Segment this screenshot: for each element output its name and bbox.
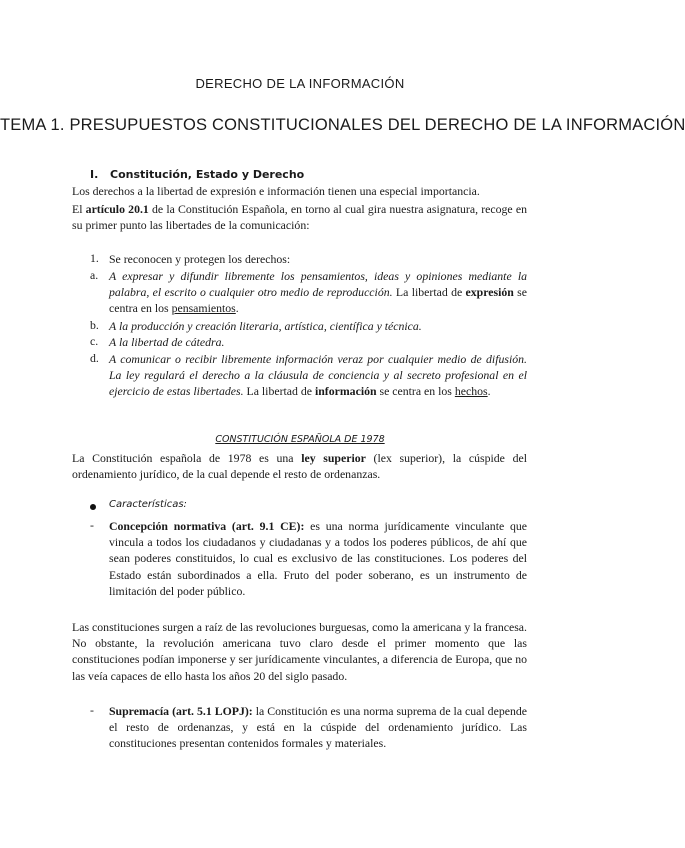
dash-marker: - bbox=[90, 703, 94, 717]
supremacia-bold: Supremacía (art. 5.1 LOPJ): bbox=[109, 704, 253, 718]
item-a-underline: pensamientos bbox=[171, 301, 236, 316]
list-item-a bbox=[109, 268, 527, 317]
list-marker-a: a. bbox=[90, 268, 99, 282]
ce-heading: CONSTITUCIÓN ESPAÑOLA DE 1978 bbox=[215, 434, 385, 445]
section-number: I. bbox=[90, 168, 99, 181]
revolutions-paragraph: Las constituciones surgen a raíz de las revoluciones burguesas, como la americana y la francesa. No obstante, la revolución americana tuvo claro desde el primer momento que las constituciones podían imponerse y ser jurídicamente vinculantes, a diferencia de Europa, que no las veía capaces de ello hasta los años 20 del siglo pasado. bbox=[72, 620, 527, 683]
supremacia-text: la Constitución es una norma suprema de la cual depende el resto de ordenanzas, y está en la cúspide del ordenamiento jurídico. Las constituciones presentan contenidos formales y materiales. bbox=[109, 704, 527, 751]
document-title: DERECHO DE LA INFORMACIÓN bbox=[195, 76, 405, 91]
ce-bold: ley superior bbox=[301, 451, 366, 465]
list-marker-d: d. bbox=[90, 351, 99, 365]
item-b-italic: A la producción y creación literaria, artística, científica y técnica. bbox=[109, 319, 422, 333]
characteristic-normativa bbox=[109, 518, 527, 599]
article-pre: El bbox=[72, 202, 86, 216]
list-item-text: Se reconocen y protegen los derechos: bbox=[109, 252, 291, 266]
article-post: de la Constitución Española, en torno al cual gira nuestra asignatura, recoge en su primer punto las libertades de la comunicación: bbox=[72, 202, 527, 233]
list-item-number: 1. bbox=[90, 251, 99, 265]
item-d-plain: La libertad de bbox=[243, 384, 315, 399]
normativa-text: es una norma jurídicamente vinculante que vincula a todos los ciudadanos y ciudadanas y a todos los poderes públicos, de ahí que sean poderes constituidos, lo cual es exclusivo de las constituciones. Los poderes del Estado están subordinados a ella. Fruto del poder soberano, es un instrumento de limitación del poder público. bbox=[109, 519, 528, 598]
characteristics-label: Características: bbox=[109, 499, 187, 510]
item-a-italic: A expresar y difundir libremente los pensamientos, ideas y opiniones mediante la palabra, el escrito o cualquier otro medio de reproducción. bbox=[109, 269, 527, 300]
item-d-italic: A comunicar o recibir libremente información veraz por cualquier medio de difusión. La ley regulará el derecho a la cláusula de conciencia y al secreto profesional en el ejercicio de estas libertades. bbox=[109, 352, 527, 399]
item-d-end: . bbox=[487, 384, 491, 399]
section-heading-text: Constitución, Estado y Derecho bbox=[110, 168, 305, 181]
item-d-underline: hechos bbox=[454, 384, 488, 399]
ce-pre: La Constitución española de 1978 es una bbox=[72, 451, 302, 465]
intro-paragraph: Los derechos a la libertad de expresión e información tienen una especial importancia. bbox=[72, 184, 480, 198]
bullet-icon bbox=[90, 504, 96, 510]
list-marker-c: c. bbox=[90, 334, 99, 348]
article-bold: artículo 20.1 bbox=[85, 202, 149, 216]
item-d-plain2: se centra en los bbox=[376, 384, 455, 399]
item-c-italic: A la libertad de cátedra. bbox=[109, 335, 225, 349]
item-d-bold: información bbox=[314, 384, 377, 399]
list-item-d bbox=[109, 351, 527, 400]
list-item-c bbox=[109, 334, 527, 350]
list-item-b bbox=[109, 318, 527, 334]
item-a-end: . bbox=[235, 301, 239, 316]
normativa-bold: Concepción normativa (art. 9.1 CE): bbox=[109, 519, 305, 533]
ce-paragraph bbox=[72, 450, 527, 482]
topic-title: TEMA 1. PRESUPUESTOS CONSTITUCIONALES DEL DERECHO DE LA INFORMACIÓN bbox=[0, 116, 685, 134]
item-a-bold: expresión bbox=[465, 285, 514, 300]
item-a-plain: La libertad de bbox=[392, 285, 466, 300]
section-heading bbox=[90, 168, 304, 181]
ce-post: (lex superior), la cúspide del ordenamiento jurídico, de la cual depende el resto de ordenanzas. bbox=[72, 451, 527, 482]
characteristic-supremacia bbox=[109, 703, 527, 752]
dash-marker: - bbox=[90, 518, 94, 532]
list-marker-b: b. bbox=[90, 318, 99, 332]
item-a-plain2: se centra en los bbox=[109, 285, 528, 316]
article-paragraph bbox=[72, 201, 527, 233]
